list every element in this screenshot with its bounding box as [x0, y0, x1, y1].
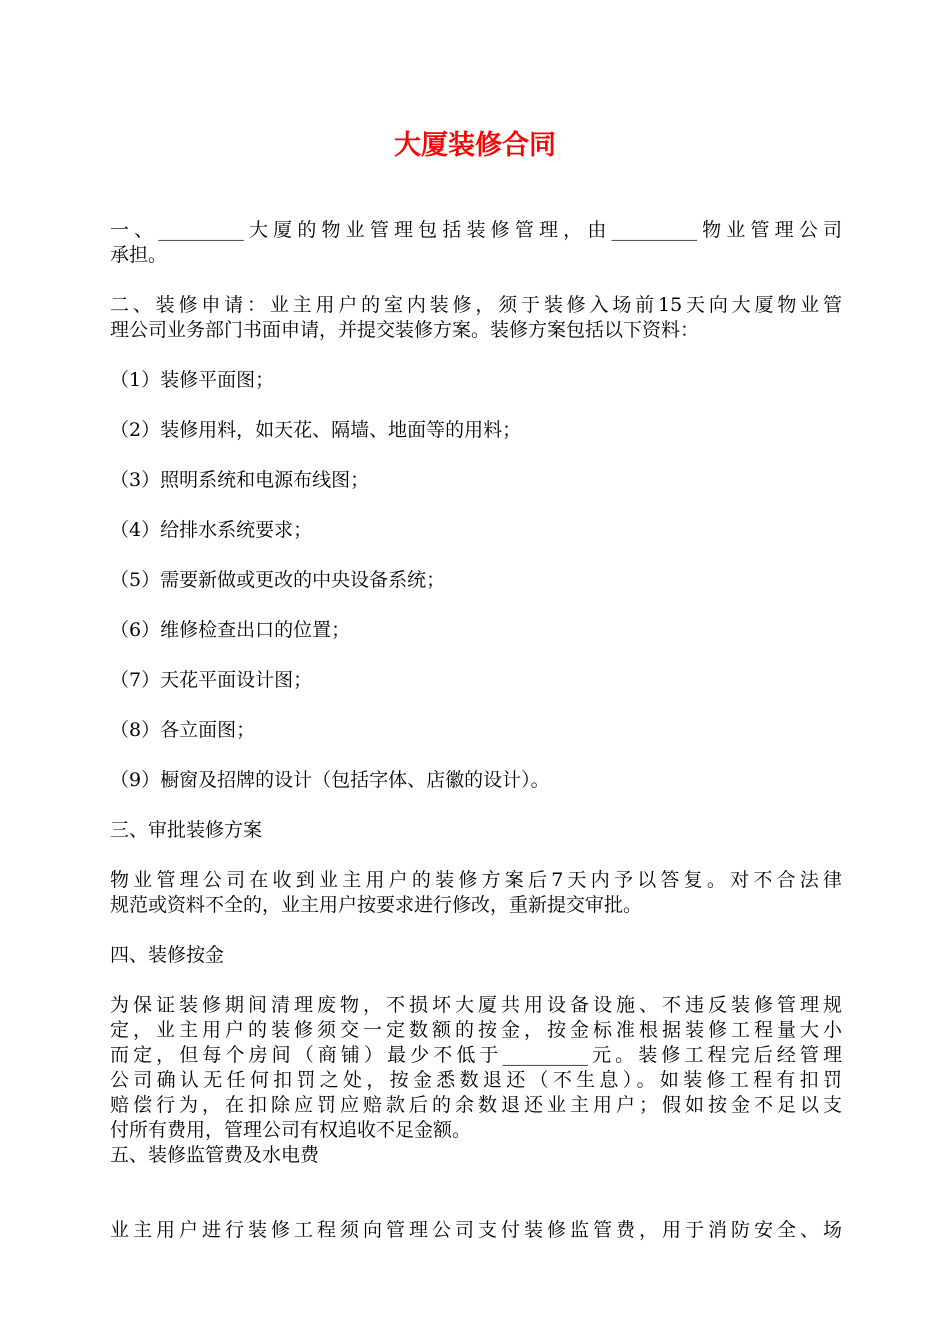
- paragraph: [110, 468, 842, 493]
- text-line: （8）各立面图；: [110, 719, 256, 741]
- paragraph: [110, 1143, 842, 1168]
- document-title: 大厦装修合同: [394, 130, 556, 161]
- text-line: （5）需要新做或更改的中央设备系统；: [110, 569, 446, 591]
- text-line: （7）天花平面设计图；: [110, 669, 313, 691]
- text-line: 四、装修按金: [110, 944, 225, 966]
- text-line: 承担。: [110, 244, 168, 266]
- paragraph: [110, 293, 842, 343]
- paragraph: [110, 618, 842, 643]
- paragraph: [110, 943, 842, 968]
- text-line: 规范或资料不全的，业主用户按要求进行修改，重新提交审批。: [110, 894, 643, 916]
- paragraph: [110, 1218, 842, 1243]
- text-line: 而定，但每个房间（商铺）最少不低于_________元。装修工程完后经管理: [110, 1044, 842, 1066]
- paragraph: [110, 518, 842, 543]
- text-line: 赔偿行为，在扣除应罚应赔款后的余数退还业主用户；假如按金不足以支: [110, 1094, 842, 1116]
- text-line: 公司确认无任何扣罚之处，按金悉数退还（不生息）。如装修工程有扣罚: [110, 1069, 842, 1091]
- paragraph: [110, 818, 842, 843]
- text-line: 理公司业务部门书面申请，并提交装修方案。装修方案包括以下资料：: [110, 319, 700, 341]
- text-line: 定，业主用户的装修须交一定数额的按金，按金标准根据装修工程量大小: [110, 1019, 842, 1041]
- paragraph: [110, 868, 842, 918]
- text-line: 物业管理公司在收到业主用户的装修方案后7天内予以答复。对不合法律: [110, 869, 842, 891]
- paragraph: [110, 993, 842, 1143]
- text-line: （9）橱窗及招牌的设计（包括字体、店徽的设计）。: [110, 769, 550, 791]
- text-line: 二、装修申请：业主用户的室内装修，须于装修入场前15天向大厦物业管: [110, 294, 842, 316]
- text-line: 五、装修监管费及水电费: [110, 1144, 320, 1166]
- text-line: 业主用户进行装修工程须向管理公司支付装修监管费，用于消防安全、场: [110, 1219, 842, 1241]
- paragraph: [110, 768, 842, 793]
- paragraph: [110, 668, 842, 693]
- paragraph: [110, 368, 842, 393]
- text-line: （4）给排水系统要求；: [110, 519, 313, 541]
- paragraph: [110, 718, 842, 743]
- text-line: 付所有费用，管理公司有权追收不足金额。: [110, 1119, 472, 1141]
- text-line: （6）维修检查出口的位置；: [110, 619, 351, 641]
- text-line: 三、审批装修方案: [110, 819, 263, 841]
- text-line: （1）装修平面图；: [110, 369, 275, 391]
- text-line: （3）照明系统和电源布线图；: [110, 469, 370, 491]
- paragraph: [110, 568, 842, 593]
- text-line: 为保证装修期间清理废物，不损坏大厦共用设备设施、不违反装修管理规: [110, 994, 842, 1016]
- paragraph: [110, 218, 842, 268]
- text-line: （2）装修用料，如天花、隔墙、地面等的用料；: [110, 419, 522, 441]
- text-line: 一、_________大厦的物业管理包括装修管理，由_________物业管理公司: [110, 219, 842, 241]
- paragraph: [110, 418, 842, 443]
